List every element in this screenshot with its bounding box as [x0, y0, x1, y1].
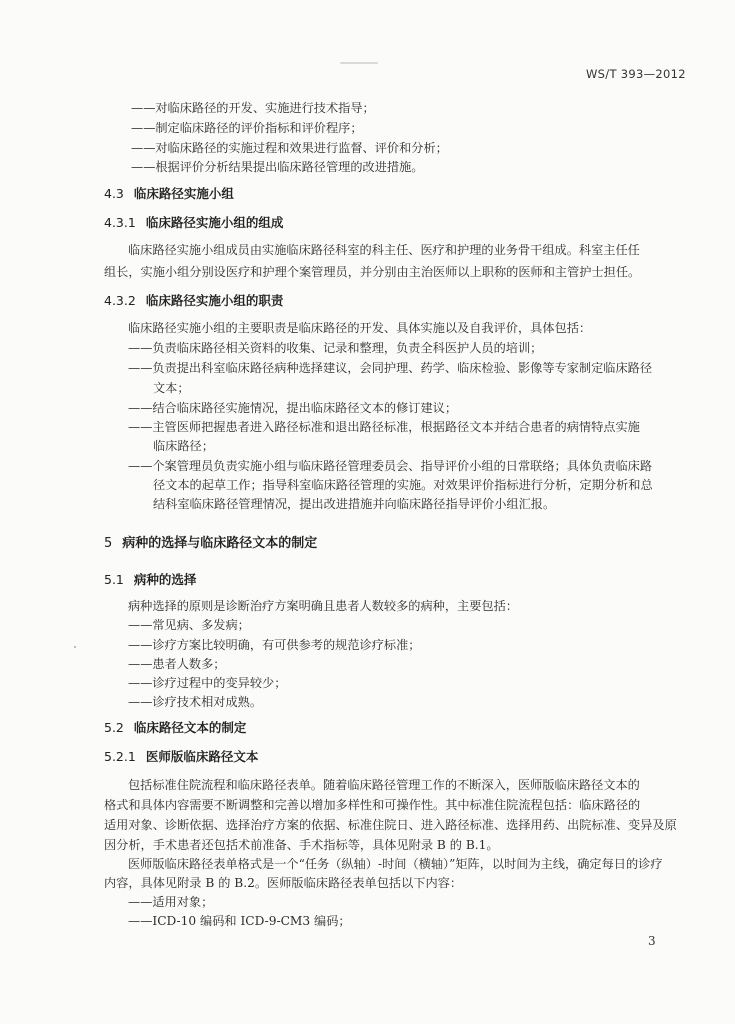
section-number: 4.3.1	[104, 215, 136, 230]
section-heading-4-3-1	[104, 213, 283, 231]
list-item: ——ICD-10 编码和 ICD-9-CM3 编码；	[128, 914, 351, 928]
section-heading-5-1	[104, 570, 196, 588]
section-heading-5	[104, 532, 317, 551]
paragraph-line: 因分析，手术患者还包括术前准备、手术指标等，具体见附录 B 的 B.1。	[104, 838, 499, 852]
section-heading-5-2	[104, 718, 246, 736]
section-number: 5.1	[104, 572, 124, 587]
list-item: ——患者人数多；	[128, 657, 226, 671]
list-item-continued: 临床路径；	[153, 439, 214, 453]
section-heading-4-3-2	[104, 291, 283, 309]
section-heading-4-3	[104, 184, 234, 202]
standard-code: WS/T 393—2012	[586, 67, 686, 81]
section-number: 5.2.1	[104, 749, 136, 764]
section-number: 5	[104, 536, 113, 551]
section-number: 4.3	[104, 186, 124, 201]
section-title: 病种的选择	[133, 572, 197, 587]
list-item: ——适用对象；	[128, 895, 214, 909]
page-number: 3	[648, 934, 656, 948]
paragraph-line: 医师版临床路径表单格式是一个“任务（纵轴）-时间（横轴）”矩阵，以时间为主线，确定每日的诊疗	[128, 857, 663, 871]
section-number: 5.2	[104, 720, 124, 735]
section-number: 4.3.2	[104, 293, 136, 308]
list-item-continued: 文本；	[153, 381, 190, 395]
paragraph-line: 包括标准住院流程和临床路径表单。随着临床路径管理工作的不断深入，医师版临床路径文本的	[128, 778, 640, 792]
paragraph-line: 格式和具体内容需要不断调整和完善以增加多样性和可操作性。其中标准住院流程包括：临床路径的	[104, 798, 641, 812]
list-item: ——个案管理员负责实施小组与临床路径管理委员会、指导评价小组的日常联络；具体负责临床路	[128, 459, 653, 473]
paragraph-line: 临床路径实施小组的主要职责是临床路径的开发、具体实施以及自我评价，具体包括：	[128, 321, 592, 335]
paragraph-line: 内容，具体见附录 B 的 B.2。医师版临床路径表单包括以下内容：	[104, 876, 463, 890]
paragraph-line: 适用对象、诊断依据、选择治疗方案的依据、标准住院日、进入路径标准、选择用药、出院标准、变异及原	[104, 818, 677, 832]
scan-dot	[74, 646, 76, 648]
list-item: ——主管医师把握患者进入路径标准和退出路径标准，根据路径文本并结合患者的病情特点实施	[128, 420, 640, 434]
list-item: ——结合临床路径实施情况，提出临床路径文本的修订建议；	[128, 401, 458, 415]
list-item-continued: 结科室临床路径管理情况，提出改进措施并向临床路径指导评价小组汇报。	[153, 497, 556, 511]
section-title: 临床路径实施小组	[133, 186, 234, 201]
list-item: ——常见病、多发病；	[128, 618, 250, 632]
list-item: ——诊疗过程中的变异较少；	[128, 676, 287, 690]
list-item: ——负责临床路径相关资料的收集、记录和整理，负责全科医护人员的培训；	[128, 341, 543, 355]
list-item: ——诊疗技术相对成熟。	[128, 695, 263, 709]
section-title: 临床路径实施小组的组成	[145, 215, 284, 230]
list-item: ——制定临床路径的评价指标和评价程序；	[131, 121, 363, 135]
paragraph-line: 临床路径实施小组成员由实施临床路径科室的科主任、医疗和护理的业务骨干组成。科室主任任	[128, 243, 640, 257]
list-item: ——诊疗方案比较明确，有可供参考的规范诊疗标准；	[128, 638, 421, 652]
list-item: ——根据评价分析结果提出临床路径管理的改进措施。	[131, 160, 424, 174]
scan-mark	[340, 62, 378, 64]
section-title: 医师版临床路径文本	[145, 749, 259, 764]
section-title: 病种的选择与临床路径文本的制定	[122, 536, 318, 551]
section-title: 临床路径实施小组的职责	[145, 293, 284, 308]
list-item: ——对临床路径的开发、实施进行技术指导；	[131, 101, 375, 115]
paragraph-line: 组长，实施小组分别设医疗和护理个案管理员，并分别由主治医师以上职称的医师和主管护士担任。	[104, 265, 641, 279]
section-title: 临床路径文本的制定	[133, 720, 247, 735]
list-item: ——负责提出科室临床路径病种选择建议，会同护理、药学、临床检验、影像等专家制定临床路径	[128, 361, 653, 375]
section-heading-5-2-1	[104, 747, 258, 765]
list-item-continued: 径文本的起草工作；指导科室临床路径管理的实施。对效果评价指标进行分析，定期分析和总	[153, 478, 653, 492]
list-item: ——对临床路径的实施过程和效果进行监督、评价和分析；	[131, 141, 448, 155]
paragraph-line: 病种选择的原则是诊断治疗方案明确且患者人数较多的病种，主要包括：	[128, 599, 518, 613]
